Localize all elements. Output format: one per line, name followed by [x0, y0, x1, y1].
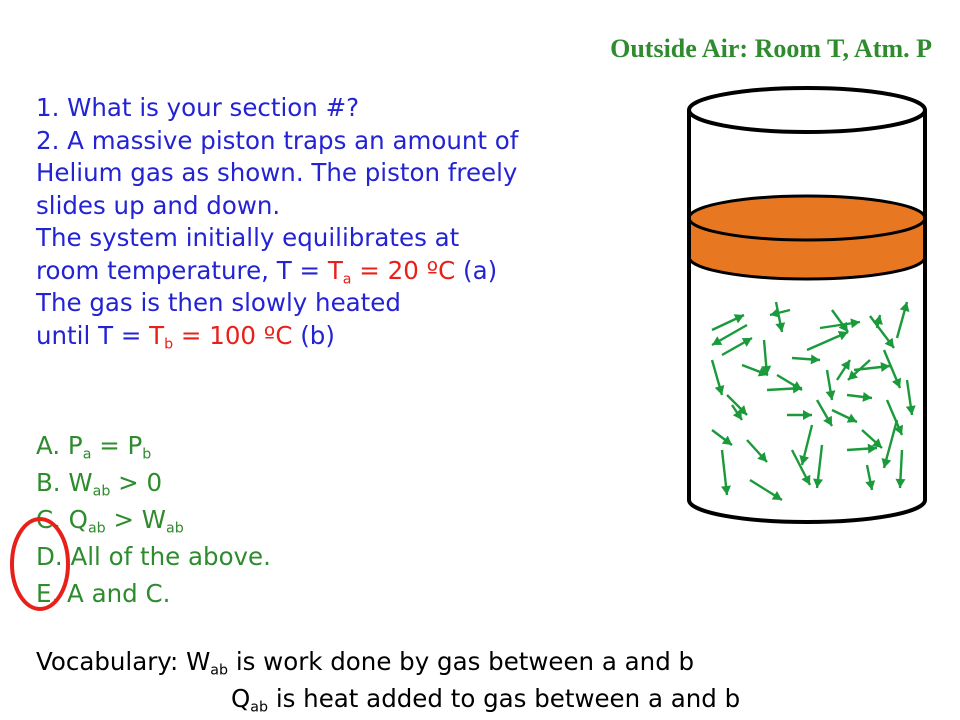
molecule-arrowhead [900, 302, 910, 312]
molecule-arrowhead [811, 354, 820, 364]
question-2-line-1: 2. A massive piston traps an amount of [36, 125, 519, 155]
answer-choice-e[interactable]: E. A and C. [36, 579, 171, 608]
molecule-arrowhead [882, 458, 892, 468]
cylinder-diagram [672, 70, 942, 540]
question-2-line-4: The system initially equilibrates at [36, 223, 460, 252]
molecule-arrowhead [826, 390, 836, 400]
vocab-heat-suffix: is heat added to gas between a and b [268, 684, 741, 713]
choice-b-suffix: > 0 [110, 468, 163, 497]
temp-b-subscript: b [164, 335, 174, 352]
temp-b-value: = 100 ºC [173, 320, 301, 350]
vocab-work-prefix: Vocabulary: W [36, 647, 211, 676]
molecule-arrowhead [865, 480, 875, 490]
molecule-arrowhead [715, 385, 725, 395]
choice-b-text: B. W [36, 468, 93, 497]
choice-a-sub2: b [142, 446, 152, 463]
temp-a-symbol: T [327, 255, 343, 285]
molecule-arrowhead [799, 455, 809, 465]
choice-a-text: A. P [36, 431, 83, 460]
vocab-work-sub: ab [210, 662, 229, 679]
choice-b-sub: ab [92, 483, 111, 500]
state-a-label: (a) [463, 255, 498, 285]
question-2-line-3: slides up and down. [36, 190, 281, 220]
outside-air-label: Outside Air: Room T, Atm. P [610, 34, 932, 63]
question-2-line-2: Helium gas as shown. The piston freely [36, 158, 518, 187]
choice-c-mid: > W [105, 505, 167, 534]
choice-a-mid: = P [91, 431, 143, 460]
piston-top [689, 196, 925, 240]
vocab-work-suffix: is work done by gas between a and b [228, 647, 695, 676]
answer-choice-d[interactable]: D. All of the above. [36, 542, 271, 571]
vocab-heat-sub: ab [250, 699, 269, 716]
question-1: 1. What is your section #? [36, 93, 360, 122]
temp-a-value: = 20 ºC [351, 255, 464, 285]
state-b-label: (b) [300, 320, 335, 350]
line7-prefix: until T = [36, 320, 150, 350]
choice-c-text: C. Q [36, 505, 88, 534]
temp-b-symbol: T [149, 320, 165, 350]
choice-a-sub1: a [82, 446, 92, 463]
cylinder-bottom [689, 500, 925, 522]
molecule-arrowhead [775, 322, 785, 332]
choice-c-sub2: ab [166, 520, 184, 537]
line5-prefix: room temperature, T = [36, 255, 328, 285]
gas-molecules [712, 302, 916, 500]
vocab-heat-prefix: Q [231, 684, 251, 713]
molecule-arrowhead [721, 486, 731, 495]
temp-a-subscript: a [342, 270, 352, 287]
molecule-arrowhead [895, 479, 905, 488]
selection-circle-shape [12, 519, 68, 609]
cylinder-top-rim [689, 88, 925, 132]
molecule-arrowhead [803, 410, 812, 420]
choice-c-sub1: ab [87, 520, 106, 537]
question-2-line-6: The gas is then slowly heated [36, 288, 401, 317]
